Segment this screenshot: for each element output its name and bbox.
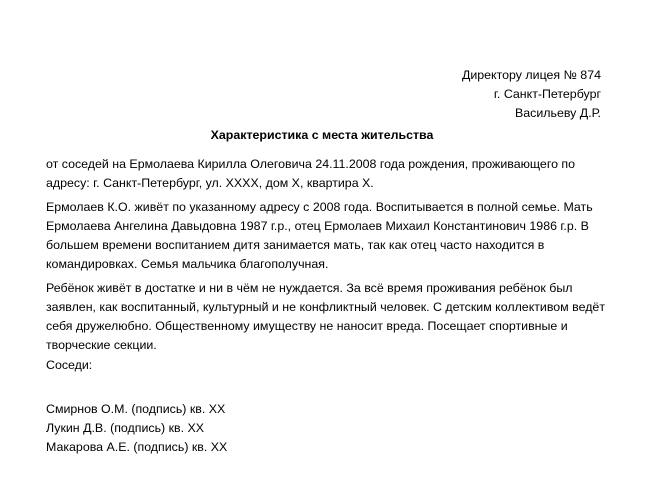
document-title: Характеристика с места жительства [210,128,434,142]
paragraph-line: командировках. Семья мальчика благополучная. [46,257,329,271]
intro-line: адресу: г. Санкт-Петербург, ул. XXXX, дом X, квартира X. [46,176,374,190]
intro-line: от соседей на Ермолаева Кирилла Олеговича 24.11.2008 года рождения, проживающего по [46,157,576,171]
addressee-position: Директору лицея № 874 [461,68,601,82]
signer-line: Макарова А.Е. (подпись) кв. XX [46,440,228,454]
paragraph-line: Ермолаева Ангелина Давыдовна 1987 г.р., отец Ермолаев Михаил Константинович 1986 г.р. В [46,219,589,233]
addressee-city: г. Санкт-Петербург [493,87,601,101]
intro-paragraph [46,155,616,193]
signer-line: Смирнов О.М. (подпись) кв. XX [46,402,226,416]
paragraph-line: заявлен, как воспитанный, культурный и не конфликтный человек. С детским коллективом ведёт [46,300,605,314]
paragraph-line: Ребёнок живёт в достатке и ни в чём не нуждается. За всё время проживания ребёнок был [46,281,573,295]
signers-label: Соседи: [46,358,93,372]
paragraph-line: большем времени воспитанием дитя занимается мать, так как отец часто находится в [46,238,545,252]
paragraph-line: творческие секции. [46,338,157,352]
signer-line: Лукин Д.В. (подпись) кв. XX [46,421,205,435]
signers-list [46,400,616,457]
family-paragraph [46,198,616,274]
addressee-name: Васильеву Д.Р. [515,106,601,120]
addressee-block [462,66,601,123]
paragraph-line: Ермолаев К.О. живёт по указанному адресу с 2008 года. Воспитывается в полной семье. Мать [46,200,593,214]
document-title-row [0,126,650,145]
paragraph-line: себя дружелюбно. Общественному имуществу не наносит вреда. Посещает спортивные и [46,319,568,333]
behavior-paragraph [46,279,616,355]
